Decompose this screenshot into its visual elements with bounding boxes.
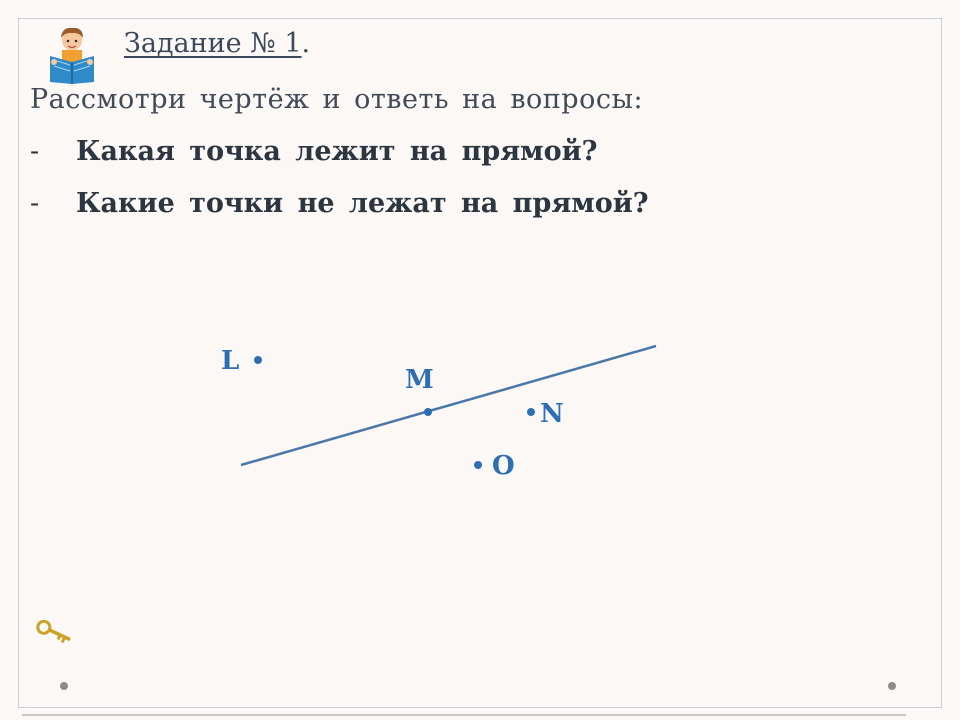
point-label-l: L (221, 346, 240, 376)
point-label-m: M (405, 365, 434, 395)
straight-line (241, 346, 656, 465)
task-title-text: Задание № 1 (124, 28, 302, 59)
point-label-o: O (492, 451, 515, 481)
question-2-bullet: - (30, 188, 40, 219)
point-m-dot (424, 408, 432, 416)
nav-dot-right[interactable] (888, 682, 896, 690)
point-n-dot (527, 408, 535, 416)
point-l-dot (254, 356, 262, 364)
point-label-n: N (540, 399, 564, 429)
key-icon[interactable] (32, 620, 74, 652)
question-2-text: Какие точки не лежат на прямой? (76, 188, 649, 219)
question-1-text: Какая точка лежит на прямой? (76, 136, 598, 167)
instruction-text: Рассмотри чертёж и ответь на вопросы: (30, 84, 644, 115)
point-o-dot (474, 461, 482, 469)
nav-dot-left[interactable] (60, 682, 68, 690)
task-title-period: . (301, 28, 311, 59)
question-1-bullet: - (30, 136, 40, 167)
